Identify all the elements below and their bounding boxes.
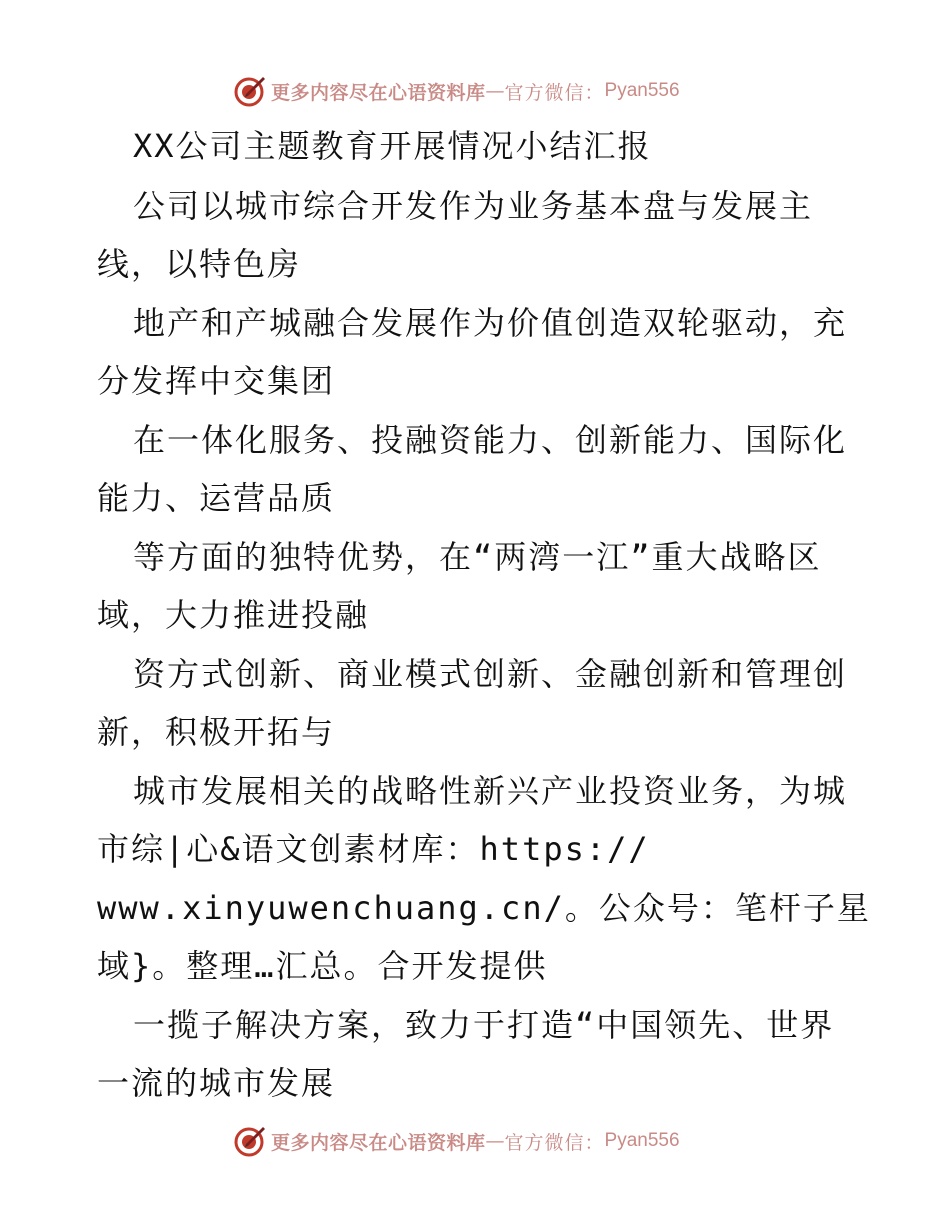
header-banner (233, 71, 680, 111)
paragraph-line: www.xinyuwenchuang.cn/。公众号：笔杆子星 (97, 889, 871, 927)
paragraph-line: 一揽子解决方案，致力于打造“中国领先、世界 (133, 1006, 835, 1044)
paragraph-line: 能力、运营品质 (97, 479, 336, 517)
paragraph-line: 域}。整理…汇总。合开发提供 (97, 947, 548, 985)
banner-separator: — (485, 80, 505, 102)
pen-logo-icon (233, 1124, 267, 1158)
banner-brand-text: 更多内容尽在心语资料库 (271, 81, 486, 104)
paragraph-line: 公司以城市综合开发作为业务基本盘与发展主 (133, 187, 814, 225)
paragraph-line: 城市发展相关的战略性新兴产业投资业务，为城 (133, 772, 848, 810)
paragraph-line: 分发挥中交集团 (97, 362, 336, 400)
document-title: XX公司主题教育开展情况小结汇报 (133, 127, 652, 165)
paragraph-line: 在一体化服务、投融资能力、创新能力、国际化 (133, 421, 848, 459)
pen-logo-icon (233, 74, 267, 108)
paragraph-line: 一流的城市发展 (97, 1064, 336, 1102)
paragraph-line: 资方式创新、商业模式创新、金融创新和管理创 (133, 655, 848, 693)
banner-wechat-id: Pyan556 (604, 80, 680, 101)
banner-separator: — (485, 1130, 505, 1152)
banner-wechat-label: 官方微信： (504, 81, 605, 104)
paragraph-line: 线，以特色房 (97, 245, 302, 283)
paragraph-line: 市综|心&语文创素材库：https:// (97, 830, 650, 868)
banner-wechat-label: 官方微信： (504, 1131, 605, 1154)
banner-brand-text: 更多内容尽在心语资料库 (271, 1131, 486, 1154)
banner-wechat-id: Pyan556 (604, 1130, 680, 1151)
footer-banner (233, 1121, 680, 1161)
paragraph-line: 域，大力推进投融 (97, 596, 370, 634)
paragraph-line: 地产和产城融合发展作为价值创造双轮驱动，充 (133, 304, 848, 342)
paragraph-line: 等方面的独特优势，在“两湾一江”重大战略区 (133, 538, 822, 576)
paragraph-line: 新，积极开拓与 (97, 713, 336, 751)
